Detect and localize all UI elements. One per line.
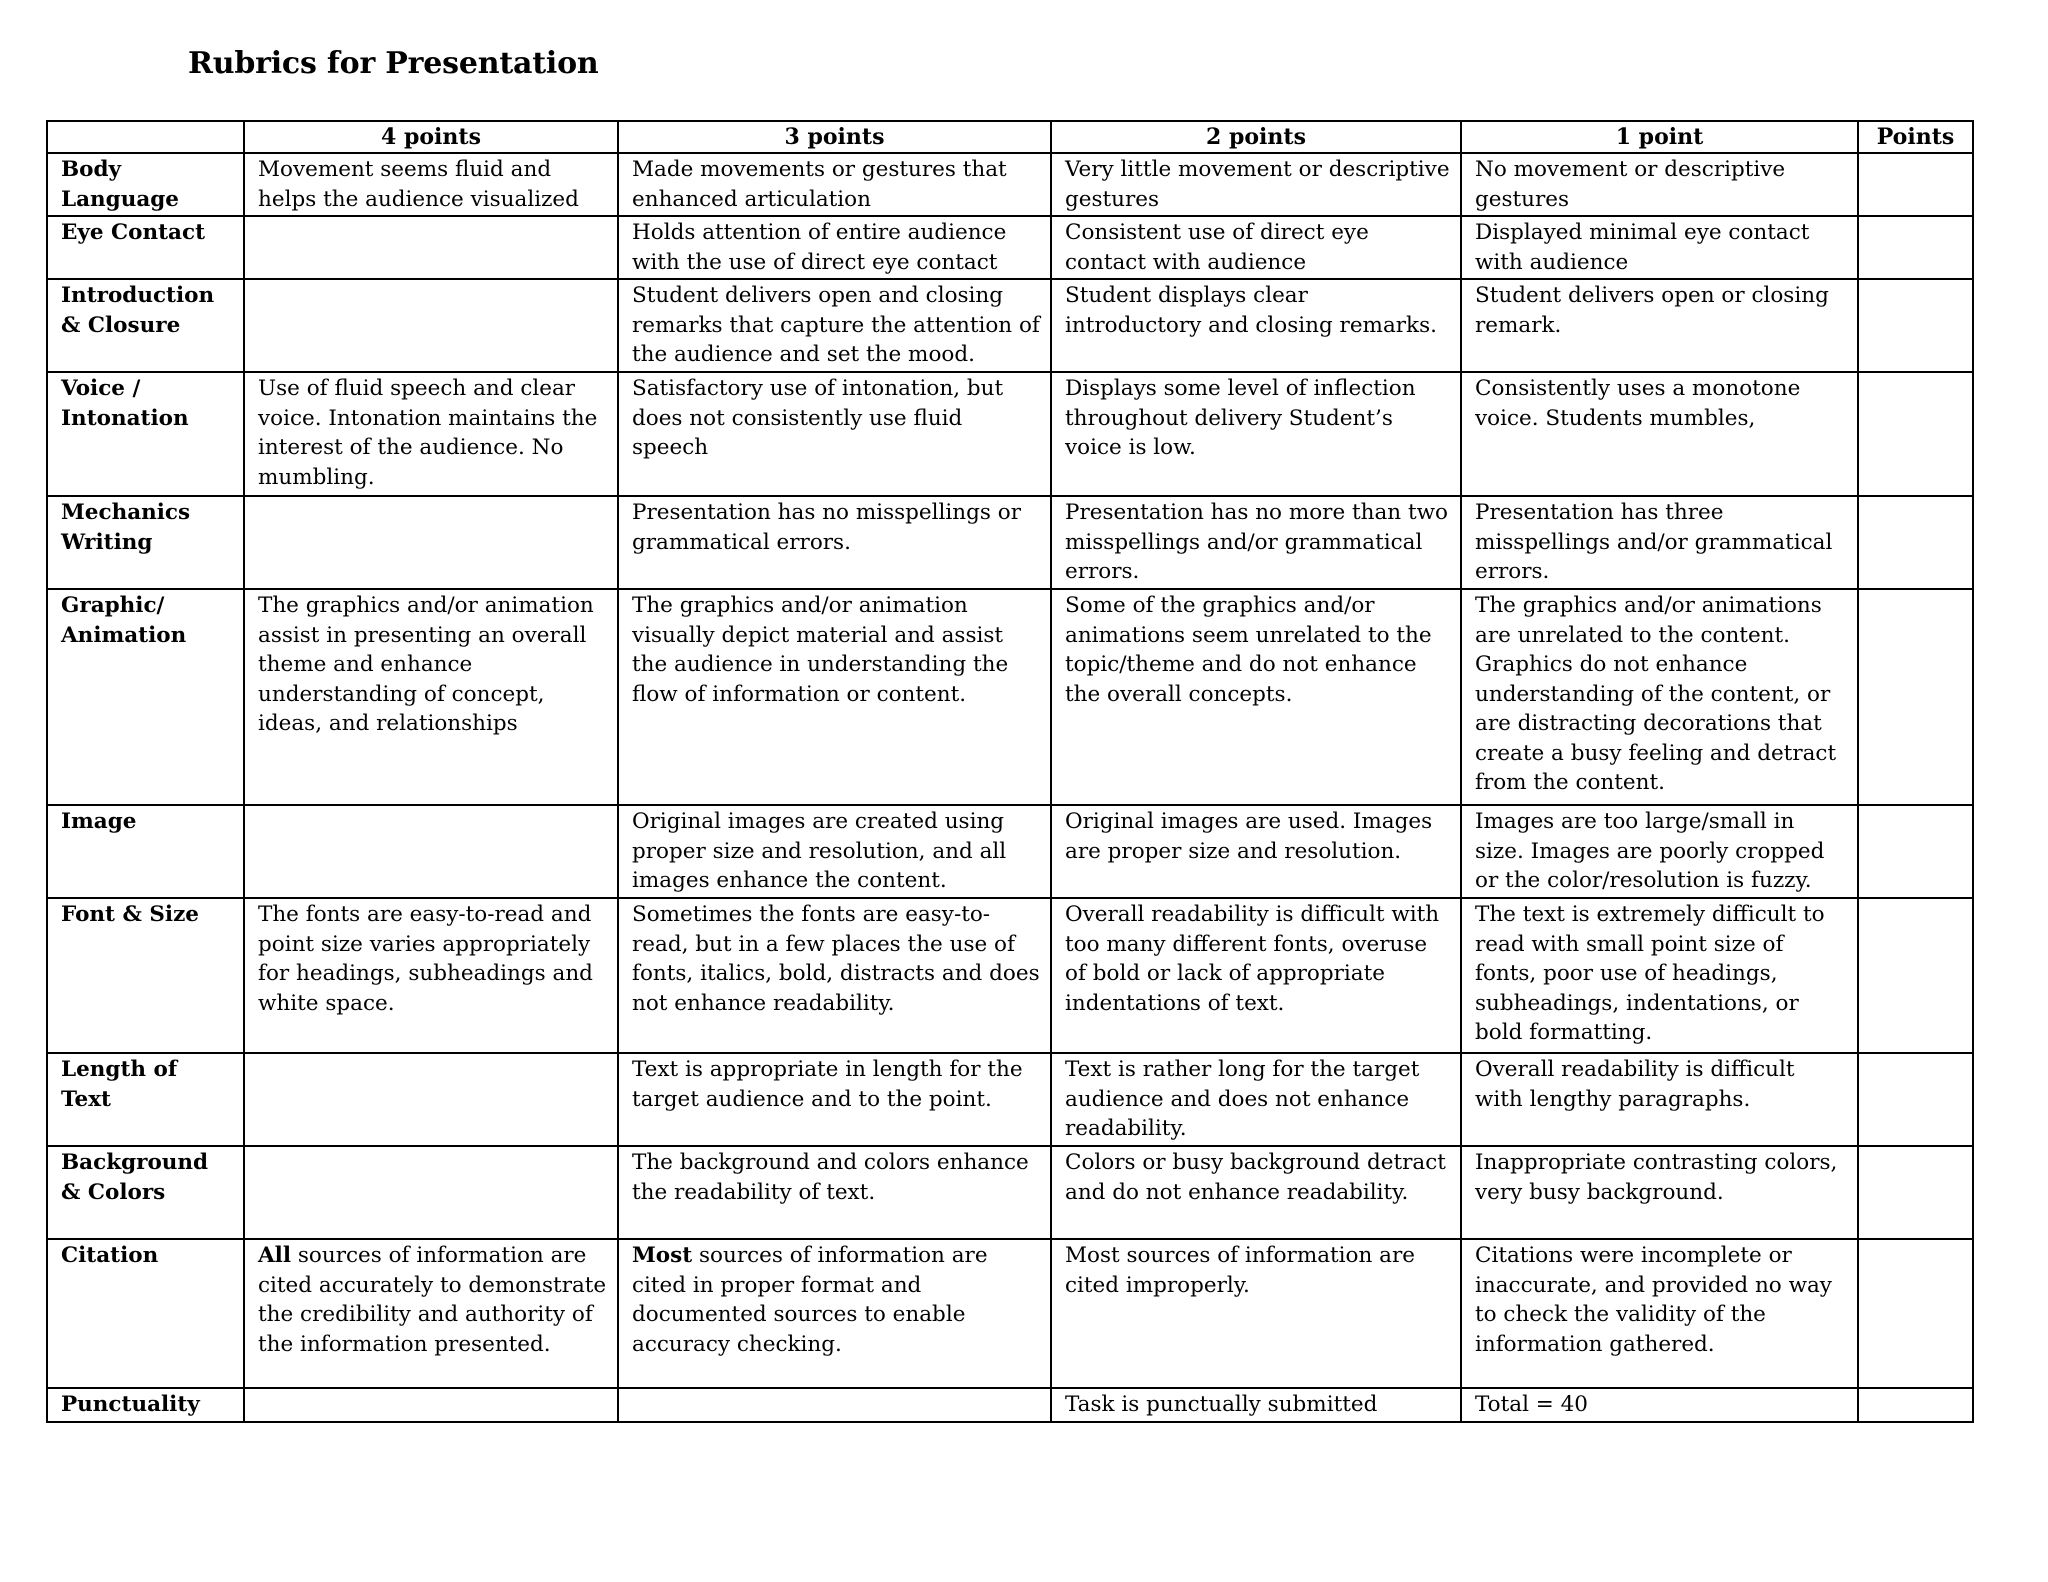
cell-1-point: Displayed minimal eye contact with audience [1461, 216, 1858, 279]
cell-3-points: Satisfactory use of intonation, but does not consistently use fluid speech [618, 372, 1051, 496]
cell-text: sources of information are cited accurately to demonstrate the credibility and authority of the information presented. [258, 1243, 607, 1357]
criterion-cell: Body Language [47, 153, 244, 216]
cell-2-points: Colors or busy background detract and do not enhance readability. [1051, 1146, 1461, 1239]
table-row [47, 216, 1973, 279]
points-cell[interactable] [1858, 279, 1973, 372]
cell-2-points: Presentation has no more than two misspellings and/or grammatical errors. [1051, 496, 1461, 589]
cell-2-points: Consistent use of direct eye contact with audience [1051, 216, 1461, 279]
cell-4-points [244, 1239, 618, 1388]
cell-4-points [244, 1388, 618, 1422]
page-title: Rubrics for Presentation [188, 46, 599, 81]
cell-1-point: Overall readability is difficult with lengthy paragraphs. [1461, 1053, 1858, 1146]
cell-4-points: The fonts are easy-to-read and point size varies appropriately for headings, subheadings and white space. [244, 898, 618, 1053]
header-row [47, 121, 1973, 153]
criterion-cell: Punctuality [47, 1388, 244, 1422]
cell-1-point: The text is extremely difficult to read with small point size of fonts, poor use of headings, subheadings, indentations, or bold formatting. [1461, 898, 1858, 1053]
cell-3-points: Holds attention of entire audience with the use of direct eye contact [618, 216, 1051, 279]
cell-3-points: The graphics and/or animation visually depict material and assist the audience in understanding the flow of information or content. [618, 589, 1051, 805]
cell-2-points: Student displays clear introductory and closing remarks. [1051, 279, 1461, 372]
cell-text: sources of information are cited in proper format and documented sources to enable accuracy checking. [632, 1243, 988, 1357]
cell-2-points: Very little movement or descriptive gestures [1051, 153, 1461, 216]
criterion-cell: Image [47, 805, 244, 898]
header-3-points: 3 points [618, 121, 1051, 153]
cell-1-point: Citations were incomplete or inaccurate, and provided no way to check the validity of the information gathered. [1461, 1239, 1858, 1388]
points-cell[interactable] [1858, 372, 1973, 496]
emphasis-most: Most [632, 1243, 693, 1268]
cell-4-points [244, 496, 618, 589]
cell-4-points [244, 1053, 618, 1146]
table-row [47, 589, 1973, 805]
points-cell[interactable] [1858, 805, 1973, 898]
criterion-cell: Mechanics Writing [47, 496, 244, 589]
table-row-punctuality [47, 1388, 1973, 1422]
criterion-cell: Citation [47, 1239, 244, 1388]
cell-2-points: Task is punctually submitted [1051, 1388, 1461, 1422]
table-row [47, 372, 1973, 496]
cell-2-points: Overall readability is difficult with too many different fonts, overuse of bold or lack of appropriate indentations of text. [1051, 898, 1461, 1053]
header-4-points: 4 points [244, 121, 618, 153]
cell-2-points: Original images are used. Images are proper size and resolution. [1051, 805, 1461, 898]
cell-2-points: Displays some level of inflection throughout delivery Student’s voice is low. [1051, 372, 1461, 496]
cell-1-point: Inappropriate contrasting colors, very busy background. [1461, 1146, 1858, 1239]
criterion-cell: Introduction & Closure [47, 279, 244, 372]
table-row [47, 1146, 1973, 1239]
points-cell[interactable] [1858, 496, 1973, 589]
criterion-cell: Background & Colors [47, 1146, 244, 1239]
cell-1-point: Student delivers open or closing remark. [1461, 279, 1858, 372]
cell-1-point: No movement or descriptive gestures [1461, 153, 1858, 216]
header-points: Points [1858, 121, 1973, 153]
table-row [47, 1053, 1973, 1146]
cell-1-point: Presentation has three misspellings and/or grammatical errors. [1461, 496, 1858, 589]
table-row [47, 898, 1973, 1053]
cell-2-points: Some of the graphics and/or animations seem unrelated to the topic/theme and do not enhance the overall concepts. [1051, 589, 1461, 805]
table-row [47, 496, 1973, 589]
criterion-cell: Font & Size [47, 898, 244, 1053]
cell-3-points [618, 1239, 1051, 1388]
points-cell[interactable] [1858, 589, 1973, 805]
table-row-citation [47, 1239, 1973, 1388]
criterion-cell: Length of Text [47, 1053, 244, 1146]
cell-4-points [244, 805, 618, 898]
emphasis-all: All [258, 1243, 292, 1268]
points-cell[interactable] [1858, 1146, 1973, 1239]
cell-1-point: Images are too large/small in size. Images are poorly cropped or the color/resolution is fuzzy. [1461, 805, 1858, 898]
cell-2-points: Most sources of information are cited improperly. [1051, 1239, 1461, 1388]
points-cell[interactable] [1858, 898, 1973, 1053]
table-row [47, 279, 1973, 372]
cell-3-points [618, 1388, 1051, 1422]
points-cell[interactable] [1858, 153, 1973, 216]
total-label: Total = 40 [1461, 1388, 1858, 1422]
cell-1-point: The graphics and/or animations are unrelated to the content. Graphics do not enhance understanding of the content, or are distracting decorations that create a busy feeling and detract from the content. [1461, 589, 1858, 805]
cell-3-points: Made movements or gestures that enhanced articulation [618, 153, 1051, 216]
points-cell[interactable] [1858, 1053, 1973, 1146]
cell-3-points: Text is appropriate in length for the target audience and to the point. [618, 1053, 1051, 1146]
cell-4-points: The graphics and/or animation assist in presenting an overall theme and enhance understanding of concept, ideas, and relationships [244, 589, 618, 805]
cell-4-points [244, 279, 618, 372]
table-row [47, 153, 1973, 216]
cell-1-point: Consistently uses a monotone voice. Students mumbles, [1461, 372, 1858, 496]
table-row [47, 805, 1973, 898]
cell-4-points: Movement seems fluid and helps the audience visualized [244, 153, 618, 216]
cell-3-points: Presentation has no misspellings or grammatical errors. [618, 496, 1051, 589]
cell-4-points [244, 1146, 618, 1239]
cell-3-points: Sometimes the fonts are easy-to-read, but in a few places the use of fonts, italics, bold, distracts and does not enhance readability. [618, 898, 1051, 1053]
points-cell[interactable] [1858, 1239, 1973, 1388]
points-cell[interactable] [1858, 1388, 1973, 1422]
cell-4-points [244, 216, 618, 279]
rubric-table [46, 120, 1974, 1423]
cell-3-points: Student delivers open and closing remarks that capture the attention of the audience and set the mood. [618, 279, 1051, 372]
header-1-point: 1 point [1461, 121, 1858, 153]
header-2-points: 2 points [1051, 121, 1461, 153]
criterion-cell: Eye Contact [47, 216, 244, 279]
criterion-cell: Graphic/ Animation [47, 589, 244, 805]
cell-2-points: Text is rather long for the target audience and does not enhance readability. [1051, 1053, 1461, 1146]
points-cell[interactable] [1858, 216, 1973, 279]
criterion-cell: Voice / Intonation [47, 372, 244, 496]
cell-3-points: Original images are created using proper size and resolution, and all images enhance the content. [618, 805, 1051, 898]
cell-3-points: The background and colors enhance the readability of text. [618, 1146, 1051, 1239]
header-criterion [47, 121, 244, 153]
cell-4-points: Use of fluid speech and clear voice. Intonation maintains the interest of the audience. No mumbling. [244, 372, 618, 496]
